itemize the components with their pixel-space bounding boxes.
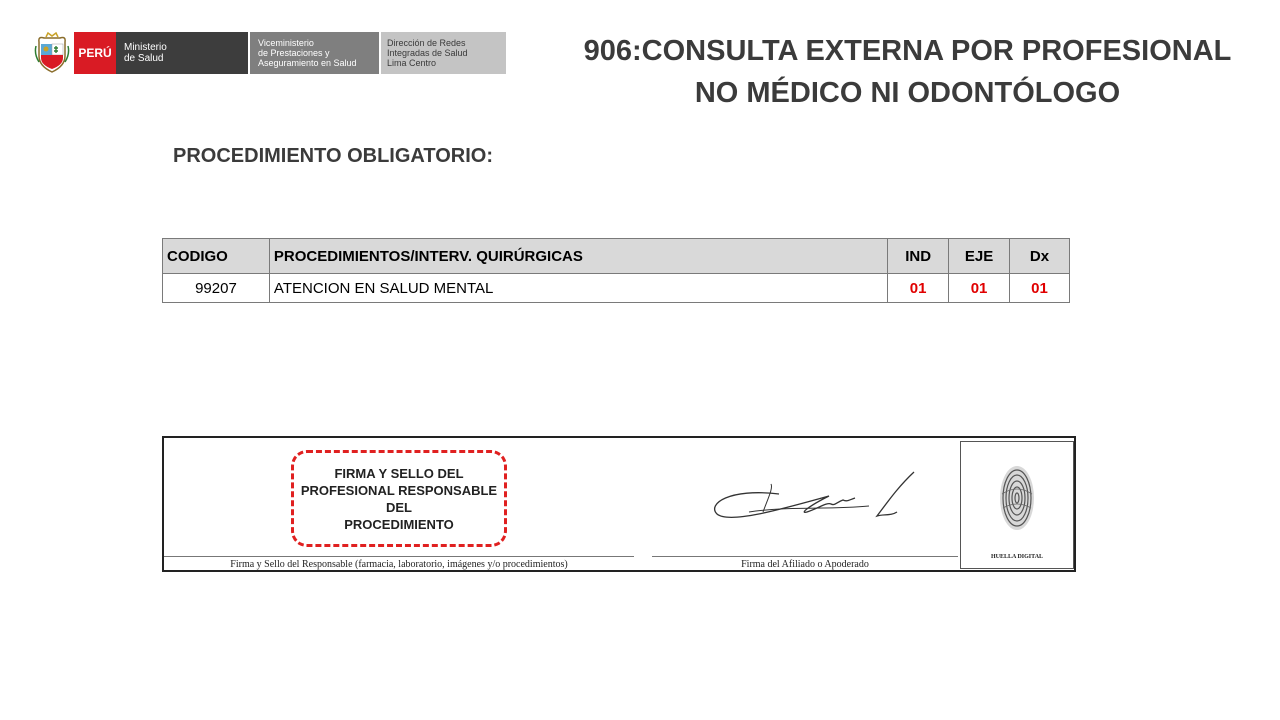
signature-line-mid	[652, 556, 958, 557]
header-logo	[34, 32, 506, 74]
logo-viceministerio: Viceministerio de Prestaciones y Aseguramiento en Salud	[250, 32, 379, 74]
cell-codigo: 99207	[163, 274, 270, 303]
title-line-1: 906:CONSULTA EXTERNA POR PROFESIONAL	[583, 35, 1232, 67]
col-header-ind: IND	[888, 239, 949, 274]
signature-line-left	[164, 556, 634, 557]
section-title: PROCEDIMIENTO OBLIGATORIO:	[173, 145, 494, 167]
coat-of-arms-icon	[34, 32, 70, 74]
table-row	[163, 274, 1070, 303]
procedures-table	[162, 238, 1070, 303]
fingerprint-box	[960, 441, 1074, 569]
cell-eje: 01	[949, 274, 1010, 303]
signature-panel	[162, 436, 1076, 572]
signature-callout: FIRMA Y SELLO DEL PROFESIONAL RESPONSABLE DEL PROCEDIMIENTO	[291, 450, 507, 547]
col-header-dx: Dx	[1010, 239, 1070, 274]
cell-procedimiento: ATENCION EN SALUD MENTAL	[269, 274, 887, 303]
logo-direccion: Dirección de Redes Integradas de Salud Lima Centro	[381, 32, 506, 74]
table-header-row	[163, 239, 1070, 274]
handwritten-signature	[709, 466, 919, 526]
col-header-eje: EJE	[949, 239, 1010, 274]
page-title	[545, 30, 1270, 114]
logo-ministerio: Ministerio de Salud	[116, 32, 248, 74]
col-header-codigo: CODIGO	[163, 239, 270, 274]
caption-afiliado: Firma del Afiliado o Apoderado	[741, 559, 869, 570]
cell-ind: 01	[888, 274, 949, 303]
caption-responsable: Firma y Sello del Responsable (farmacia, laboratorio, imágenes y/o procedimientos)	[230, 559, 568, 570]
cell-dx: 01	[1010, 274, 1070, 303]
col-header-procedimientos: PROCEDIMIENTOS/INTERV. QUIRÚRGICAS	[269, 239, 887, 274]
logo-peru: PERÚ	[74, 32, 116, 74]
title-line-2: NO MÉDICO NI ODONTÓLOGO	[694, 77, 1121, 109]
fingerprint-icon	[999, 464, 1035, 532]
huella-label: HUELLA DIGITAL	[990, 554, 1044, 560]
